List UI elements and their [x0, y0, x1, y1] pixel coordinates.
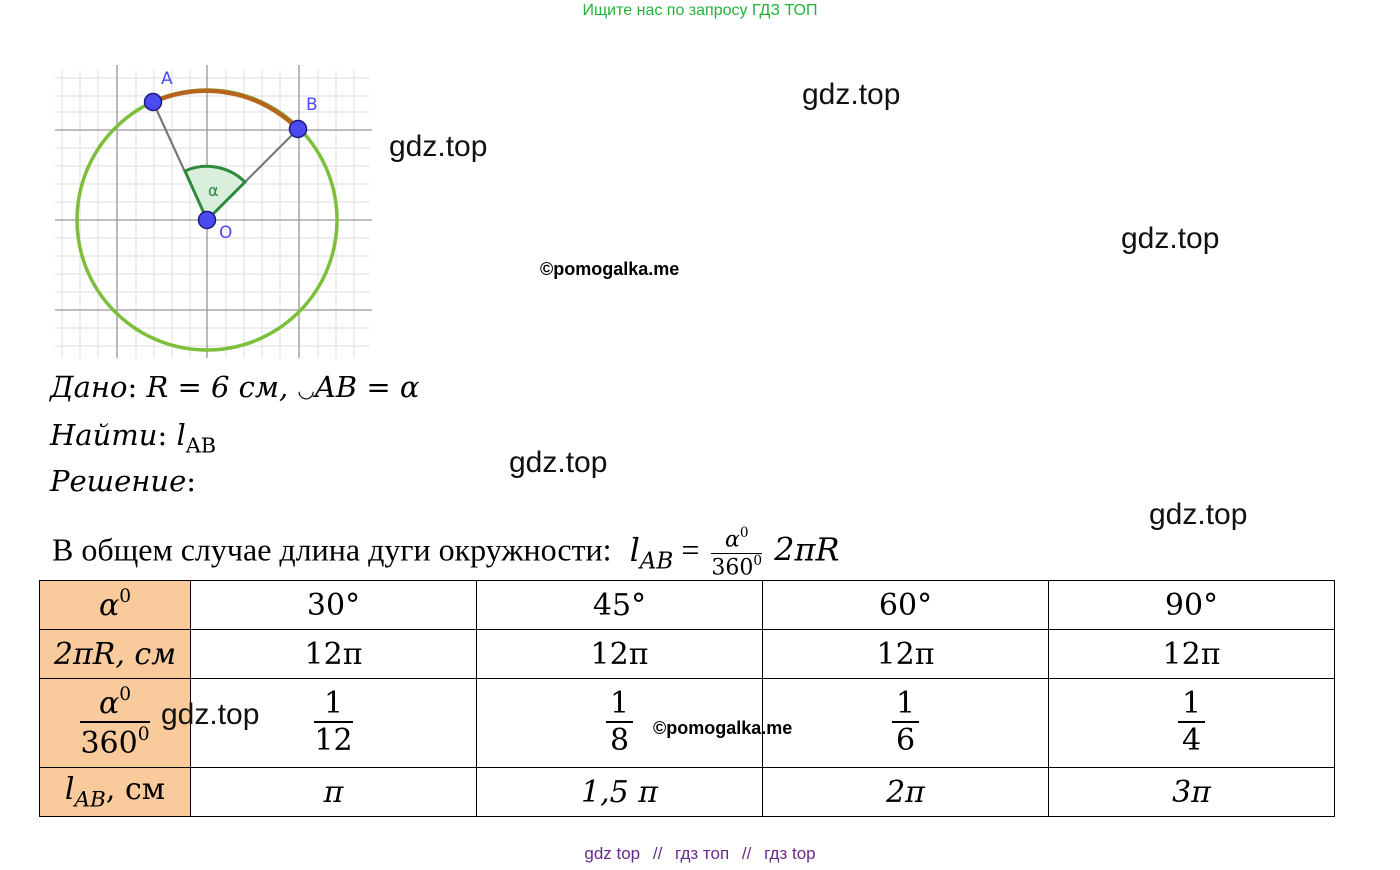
circle-figure: [50, 60, 380, 360]
angle-label: α: [208, 181, 219, 200]
row2-header: 2πR, см: [40, 630, 191, 679]
formula-line: [52, 526, 840, 580]
formula-l: l: [629, 530, 640, 569]
table-row: [40, 768, 1335, 817]
fraction-den: 8: [609, 723, 630, 759]
row3-head-num: α: [98, 685, 120, 721]
table-cell: π: [191, 768, 477, 817]
table-row: [40, 581, 1335, 630]
footer-separator: //: [741, 844, 752, 863]
row1-head-sup: 0: [119, 586, 132, 608]
formula-text: В общем случае длина дуги окружности:: [52, 531, 612, 568]
table-cell: 12π: [191, 630, 477, 679]
formula-den-sup: 0: [753, 552, 763, 569]
footer-separator: //: [652, 844, 663, 863]
point-a: [145, 94, 162, 111]
watermark-1: gdz.top: [802, 78, 901, 111]
solution-word: Решение: [50, 464, 187, 498]
formula-den: 360: [711, 555, 754, 581]
find-l-sub: AB: [185, 433, 217, 458]
row1-head: α: [98, 588, 120, 624]
fraction-num: 1: [314, 688, 352, 724]
table-cell: 12π: [1049, 630, 1335, 679]
table-cell: [1049, 679, 1335, 768]
row3-head-den-sup: 0: [137, 724, 150, 746]
row4-head: l: [64, 771, 75, 807]
formula-num: α: [724, 527, 740, 553]
formula-num-sup: 0: [739, 525, 749, 541]
watermark-3: gdz.top: [1121, 222, 1220, 255]
row4-head-sub: AB: [74, 787, 106, 813]
watermark-2: gdz.top: [389, 130, 488, 163]
watermark-6: gdz.top: [161, 698, 260, 731]
table-cell: 2π: [763, 768, 1049, 817]
footer-link-2[interactable]: гдз топ: [675, 844, 730, 863]
formula-tail: 2πR: [774, 530, 840, 569]
formula-l-sub: AB: [639, 548, 674, 575]
find-line: Найти: $l_{AB}$: [50, 418, 217, 458]
label-a: A: [161, 69, 173, 89]
watermark-4: gdz.top: [509, 446, 608, 479]
given-line: Дано: R = 6 см, ◡AB = α: [50, 370, 420, 404]
table-cell: 90°: [1049, 581, 1335, 630]
arc-symbol: ◡: [297, 378, 315, 402]
table-cell: 1,5 π: [477, 768, 763, 817]
footer-link-1[interactable]: gdz top: [584, 844, 641, 863]
table-cell: [763, 679, 1049, 768]
given-r: R = 6 см,: [146, 370, 298, 404]
given-ab: AB = α: [314, 370, 420, 404]
row3-head-den: 360: [80, 726, 138, 762]
fraction-num: 1: [892, 688, 919, 724]
watermark-5: gdz.top: [1149, 498, 1248, 531]
table-cell: 30°: [191, 581, 477, 630]
find-l: l: [176, 418, 186, 452]
fraction-den: 12: [314, 723, 353, 759]
label-b: B: [306, 95, 318, 115]
given-word: Дано: [50, 370, 128, 404]
row4-header: [40, 768, 191, 817]
point-b: [290, 121, 307, 138]
formula-fraction: [711, 526, 762, 580]
table-cell: 12π: [477, 630, 763, 679]
table-cell: 12π: [763, 630, 1049, 679]
table-cell: 3π: [1049, 768, 1335, 817]
table-row: [40, 630, 1335, 679]
find-word: Найти: [50, 418, 158, 452]
copyright-1: ©pomogalka.me: [540, 259, 680, 279]
fraction-num: 1: [606, 688, 633, 724]
footer: [0, 844, 1400, 864]
point-o: [199, 212, 216, 229]
fraction-den: 6: [895, 723, 916, 759]
top-banner: Ищите нас по запросу ГДЗ ТОП: [582, 2, 818, 19]
formula-eq: =: [681, 531, 708, 568]
fraction-num: 1: [1178, 688, 1205, 724]
row3-head-num-sup: 0: [119, 683, 132, 705]
fraction-den: 4: [1181, 723, 1202, 759]
footer-link-3[interactable]: гдз top: [764, 844, 816, 863]
table-cell: 45°: [477, 581, 763, 630]
row1-header: [40, 581, 191, 630]
table-cell: 60°: [763, 581, 1049, 630]
row4-head-tail: , см: [105, 771, 166, 807]
copyright-2: ©pomogalka.me: [653, 718, 793, 738]
label-o: O: [219, 223, 233, 243]
solution-line: Решение:: [50, 464, 197, 498]
